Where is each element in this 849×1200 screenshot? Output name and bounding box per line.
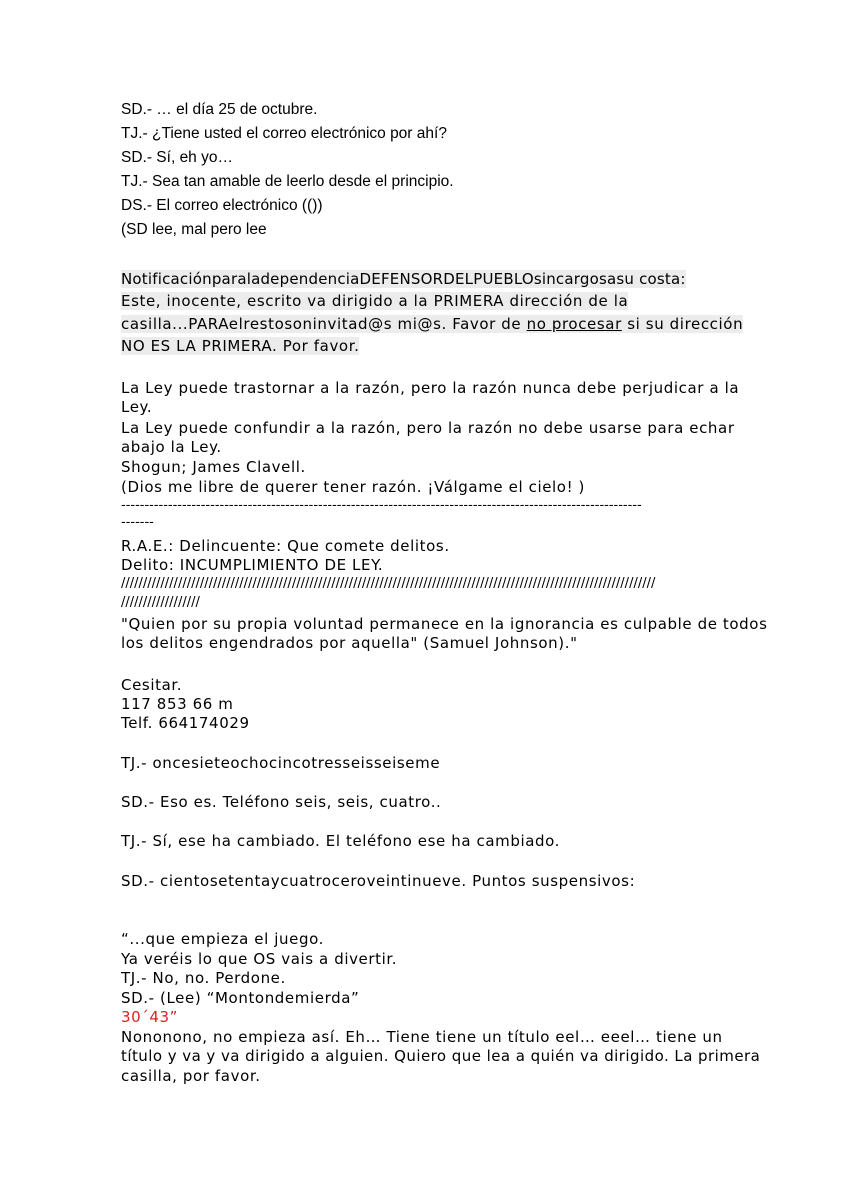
notice-line [121, 315, 743, 333]
dialogue-line: SD.- Eso es. Teléfono seis, seis, cuatro.. [121, 793, 442, 811]
contact-line: 117 853 66 m [121, 695, 234, 713]
timestamp: 30´43” [121, 1008, 179, 1026]
notice-line: NO ES LA PRIMERA. Por favor. [121, 337, 360, 355]
notice-text: casilla...PARAelrestosoninvitad@s mi@s. Favor de [121, 315, 527, 333]
slash-separator: ////////////////// [121, 595, 200, 610]
slash-separator: ////////////////////////////////////////////////////////////////////////////////////////////////////////////////////////// [121, 576, 656, 591]
quote-line: Shogun; James Clavell. [121, 458, 306, 476]
quote-line: Ley. [121, 398, 153, 416]
quote-line: La Ley puede trastornar a la razón, pero la razón nunca debe perjudicar a la [121, 379, 740, 397]
final-block-line: TJ.- No, no. Perdone. [121, 969, 286, 987]
final-block-line: Ya veréis lo que OS vais a divertir. [121, 950, 398, 968]
quote-line: (Dios me libre de querer tener razón. ¡Válgame el cielo! ) [121, 478, 586, 496]
quote-line: La Ley puede confundir a la razón, pero la razón no debe usarse para echar [121, 419, 735, 437]
contact-line: Telf. 664174029 [121, 714, 250, 732]
no-procesar-underlined: no procesar [526, 315, 622, 333]
dialogue-line: TJ.- Sea tan amable de leerlo desde el principio. [121, 173, 454, 190]
quote-line: abajo la Ley. [121, 438, 222, 456]
dialogue-line: SD.- Sí, eh yo… [121, 149, 233, 166]
final-paragraph-line: Nononono, no empieza así. Eh… Tiene tiene un título eel… eeel… tiene un [121, 1028, 723, 1046]
dialogue-line: TJ.- Sí, ese ha cambiado. El teléfono ese ha cambiado. [121, 832, 561, 850]
notice-text: si su dirección [621, 315, 744, 333]
dialogue-line: SD.- … el día 25 de octubre. [121, 101, 318, 118]
final-paragraph-line: título y va y va dirigido a alguien. Quiero que lea a quién va dirigido. La primera [121, 1047, 761, 1065]
definition-line: Delito: INCUMPLIMIENTO DE LEY. [121, 556, 384, 574]
johnson-quote-line: "Quien por su propia voluntad permanece en la ignorancia es culpable de todos [121, 615, 768, 633]
johnson-quote-line: los delitos engendrados por aquella" (Samuel Johnson)." [121, 634, 578, 652]
dialogue-line: TJ.- oncesieteochocincotresseisseiseme [121, 754, 441, 772]
final-block-line: SD.- (Lee) “Montondemierda” [121, 989, 360, 1007]
dialogue-line: SD.- cientosetentaycuatroceroveintinueve. Puntos suspensivos: [121, 872, 636, 890]
definition-line: R.A.E.: Delincuente: Que comete delitos. [121, 537, 450, 555]
dash-separator: ------- [121, 515, 154, 530]
contact-line: Cesitar. [121, 676, 183, 694]
final-paragraph-line: casilla, por favor. [121, 1067, 261, 1085]
dash-separator: --------------------------------------------------------------------------------------------------------------- [121, 498, 642, 513]
dialogue-line: DS.- El correo electrónico (()) [121, 197, 323, 214]
notice-line: Este, inocente, escrito va dirigido a la PRIMERA dirección de la [121, 292, 629, 310]
dialogue-line: (SD lee, mal pero lee [121, 221, 267, 238]
final-block-line: “...que empieza el juego. [121, 930, 324, 948]
notice-line: NotificaciónparaladependenciaDEFENSORDELPUEBLOsincargosasu costa: [121, 270, 686, 288]
dialogue-line: TJ.- ¿Tiene usted el correo electrónico por ahí? [121, 125, 447, 142]
